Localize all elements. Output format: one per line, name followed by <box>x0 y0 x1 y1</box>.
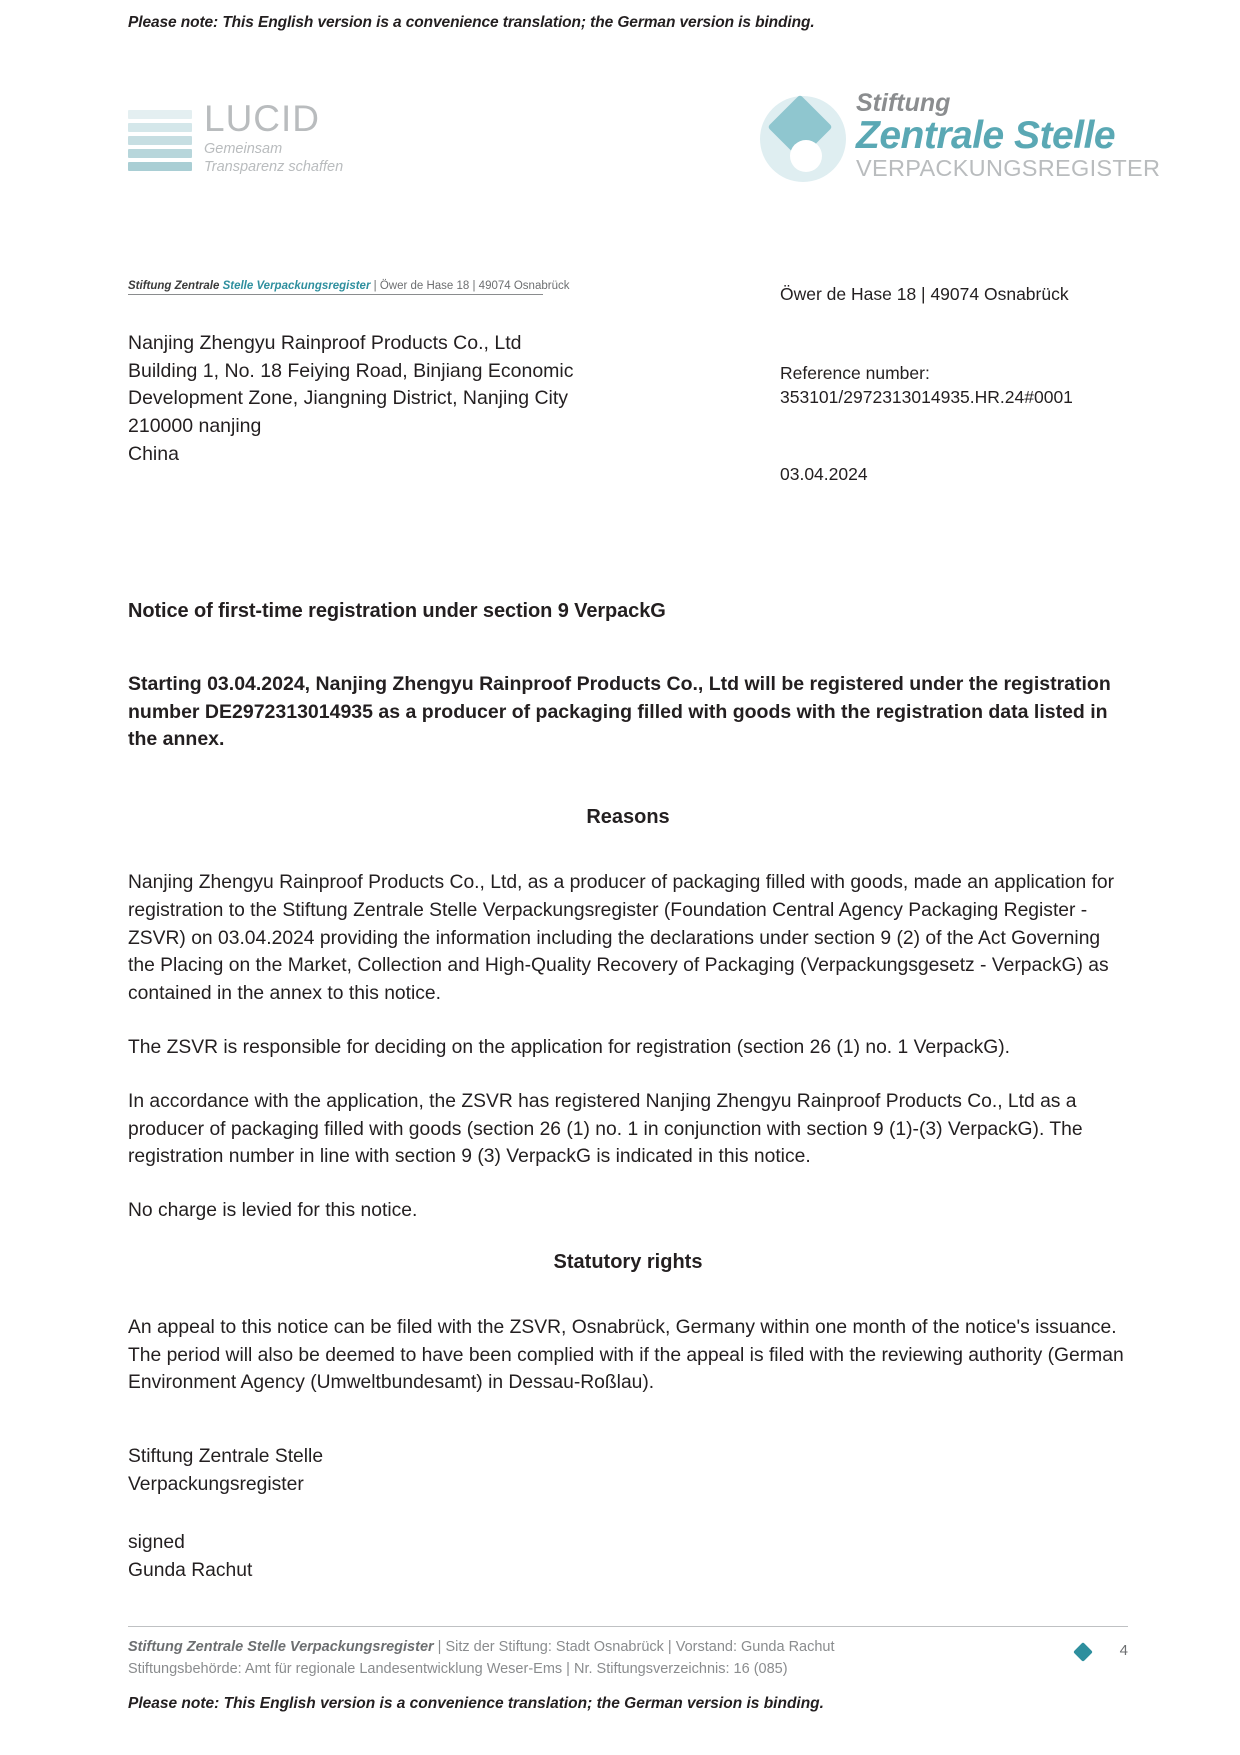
signature-org-line-1: Stiftung Zentrale Stelle <box>128 1446 324 1468</box>
recipient-address <box>128 330 688 468</box>
footer-org-rest: | Sitz der Stiftung: Stadt Osnabrück | Vorstand: Gunda Rachut <box>433 1639 835 1655</box>
logo-row <box>128 89 1161 200</box>
page-number: 4 <box>1119 1642 1128 1659</box>
sender-org-teal: Stelle Verpackungsregister <box>222 280 371 292</box>
reasons-paragraph-4: No charge is levied for this notice. <box>128 1200 418 1222</box>
lucid-title: LUCID <box>204 98 321 139</box>
page-title: Notice of first-time registration under section 9 VerpackG <box>128 600 666 622</box>
address-line-2: Building 1, No. 18 Feiying Road, Binjiang Economic <box>128 359 574 382</box>
zsvr-line-3: VERPACKUNGSREGISTER <box>856 155 1161 182</box>
zsvr-logo-text <box>856 90 1160 182</box>
lucid-logo <box>128 100 388 180</box>
sender-underline <box>128 294 543 295</box>
reference-block <box>780 361 1140 410</box>
address-line-1: Nanjing Zhengyu Rainproof Products Co., Ltd <box>128 332 522 354</box>
lead-paragraph: Starting 03.04.2024, Nanjing Zhengyu Rainproof Products Co., Ltd will be registered under the registration number DE2972313014935 as a producer of packaging filled with goods with the registration data listed in the annex. <box>128 673 1111 751</box>
lucid-subline-1: Gemeinsam <box>204 141 283 157</box>
meta-column <box>780 282 1140 486</box>
address-line-5: China <box>128 442 179 465</box>
statutory-rights-paragraph: An appeal to this notice can be filed with the ZSVR, Osnabrück, Germany within one month of the notice's issuance. The period will also be deemed to have been complied with if the appeal is filed with the reviewing authority (German Environment Agency (Umweltbundesamt) in Dessau-Roßlau). <box>128 1316 1124 1394</box>
reasons-paragraph-1: Nanjing Zhengyu Rainproof Products Co., Ltd, as a producer of packaging filled with goods, made an application for registration to the Stiftung Zentrale Stelle Verpackungsregister (Foundation Central Agency Packaging Register - ZSVR) on 03.04.2024 providing the information including the declarations under section 9 (2) of the Act Governing the Placing on the Market, Collection and High-Quality Recovery of Packaging (Verpackungsgesetz - VerpackG) as contained in the annex to this notice. <box>128 872 1115 1005</box>
reasons-paragraph-2: The ZSVR is responsible for deciding on the application for registration (section 26 (1) no. 1 VerpackG). <box>128 1036 1011 1058</box>
sender-line <box>128 280 569 292</box>
statutory-rights-heading: Statutory rights <box>553 1250 703 1273</box>
zsvr-line-1: Stiftung <box>856 89 951 117</box>
address-line-3: Development Zone, Jiangning District, Nanjing City <box>128 387 569 410</box>
footer-line-1 <box>128 1639 835 1655</box>
sender-org-rest: | Öwer de Hase 18 | 49074 Osnabrück <box>370 280 570 292</box>
signed-by-block <box>128 1529 1128 1585</box>
reference-value: 353101/2972313014935.HR.24#0001 <box>780 387 1073 407</box>
translation-note-bottom: Please note: This English version is a convenience translation; the German version is binding. <box>128 1695 824 1712</box>
signed-label: signed <box>128 1531 185 1553</box>
signed-name: Gunda Rachut <box>128 1559 253 1581</box>
reasons-heading: Reasons <box>586 806 670 829</box>
document-date: 03.04.2024 <box>780 463 868 484</box>
zsvr-emblem-icon <box>760 96 846 182</box>
document-body <box>128 600 1128 1584</box>
reasons-paragraph-3: In accordance with the application, the ZSVR has registered Nanjing Zhengyu Rainproof Products Co., Ltd as a producer of packaging filled with goods (section 26 (1) no. 1 in conjunction with section 9 (1)-(3) VerpackG). The registration number in line with section 9 (3) VerpackG is indicated in this notice. <box>128 1090 1083 1168</box>
sender-org-bold: Stiftung Zentrale <box>128 280 223 292</box>
footer-divider <box>128 1626 1128 1627</box>
lucid-subline-2: Transparenz schaffen <box>204 159 344 176</box>
lucid-stack-icon <box>128 110 192 170</box>
address-line-4: 210000 nanjing <box>128 415 262 438</box>
zsvr-logo <box>760 89 1161 190</box>
footer-line-2: Stiftungsbehörde: Amt für regionale Landesentwicklung Weser-Ems | Nr. Stiftungsverzeichnis: 16 (085) <box>128 1661 788 1677</box>
footer-org-name: Stiftung Zentrale Stelle Verpackungsregister <box>128 1639 434 1655</box>
reference-label: Reference number: <box>780 362 930 383</box>
diamond-icon <box>1073 1642 1093 1662</box>
signature-org-line-2: Verpackungsregister <box>128 1474 304 1495</box>
office-address: Öwer de Hase 18 | 49074 Osnabrück <box>780 284 1069 304</box>
signature-block <box>128 1443 1128 1499</box>
zsvr-line-2: Zentrale Stelle <box>856 114 1116 158</box>
lucid-logo-text <box>204 100 343 176</box>
translation-note-top: Please note: This English version is a convenience translation; the German version is binding. <box>128 14 815 31</box>
